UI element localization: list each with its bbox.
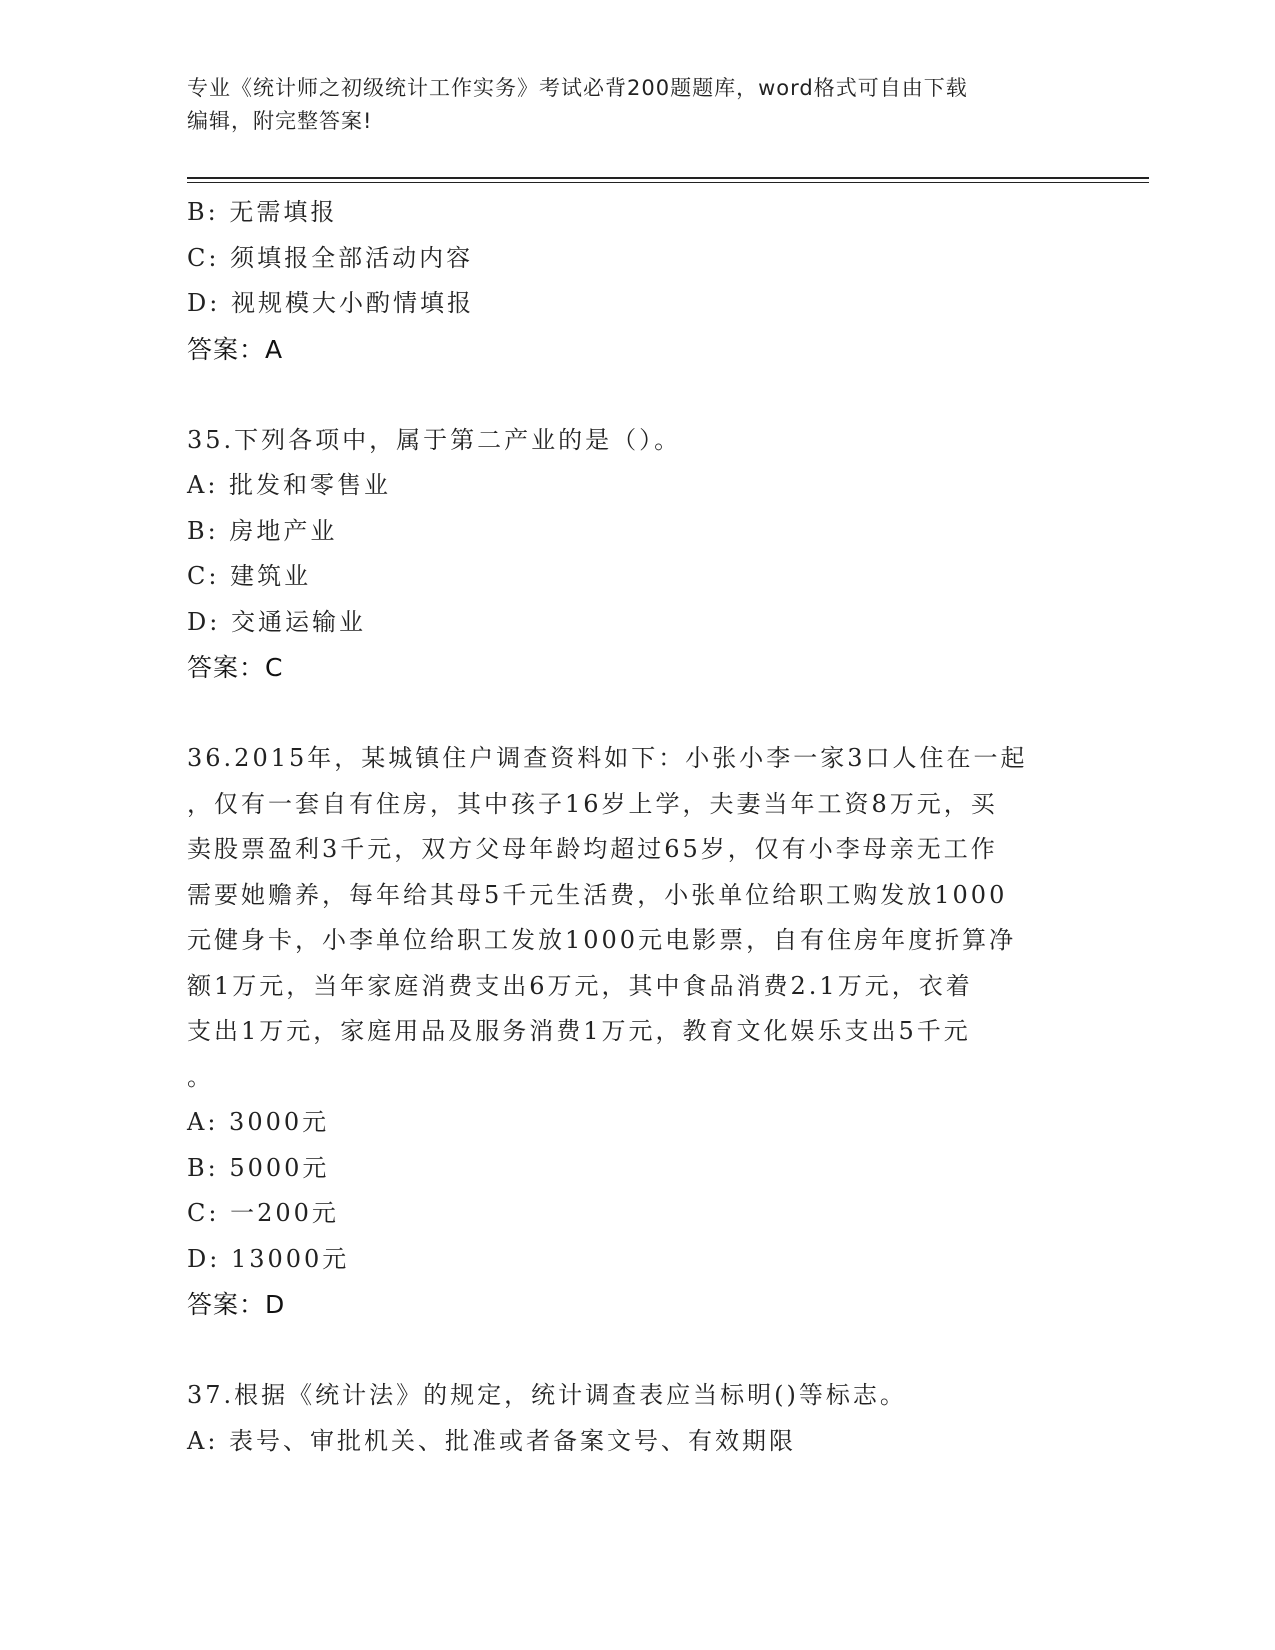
question-34-tail <box>187 190 1087 372</box>
option-a: A: 3000元 <box>187 1108 330 1136</box>
spacer <box>187 372 1087 418</box>
header-line-2: 编辑，附完整答案! <box>187 109 373 133</box>
option-a: A: 表号、审批机关、批准或者备案文号、有效期限 <box>187 1426 797 1455</box>
stem-line: 36.2015年，某城镇住户调查资料如下：小张小李一家3口人住在一起 <box>187 744 1028 772</box>
stem-line: 支出1万元，家庭用品及服务消费1万元，教育文化娱乐支出5千元 <box>187 1017 971 1045</box>
stem-line: 额1万元，当年家庭消费支出6万元，其中食品消费2.1万元，衣着 <box>187 971 973 1000</box>
stem-line: 需要她赡养，每年给其母5千元生活费，小张单位给职工购发放1000 <box>187 880 1008 909</box>
answer: 答案：A <box>187 334 284 364</box>
question-36 <box>187 736 1087 1328</box>
option-b: B: 无需填报 <box>187 198 338 226</box>
header-line-1: 专业《统计师之初级统计工作实务》考试必背200题题库，word格式可自由下载 <box>187 76 968 100</box>
document-header <box>187 72 1087 138</box>
option-c: C: 须填报全部活动内容 <box>187 243 474 272</box>
stem-line: 。 <box>187 1062 214 1091</box>
stem-line: ，仅有一套自有住房，其中孩子16岁上学，夫妻当年工资8万元，买 <box>187 789 998 818</box>
question-35 <box>187 418 1087 691</box>
spacer <box>187 1328 1087 1374</box>
option-d: D: 13000元 <box>187 1244 350 1273</box>
option-d: D: 视规模大小酌情填报 <box>187 289 474 317</box>
header-rule-thick <box>187 177 1149 179</box>
option-b: B: 5000元 <box>187 1153 330 1182</box>
option-d: D: 交通运输业 <box>187 607 366 636</box>
option-c: C: 一200元 <box>187 1199 339 1227</box>
stem-line: 元健身卡，小李单位给职工发放1000元电影票，自有住房年度折算净 <box>187 926 1017 954</box>
question-stem: 35.下列各项中，属于第二产业的是（）。 <box>187 425 682 454</box>
option-a: A: 批发和零售业 <box>187 471 392 499</box>
answer: 答案：C <box>187 653 284 682</box>
question-content <box>187 190 1087 1464</box>
header-rule-thin <box>187 182 1149 183</box>
answer: 答案：D <box>187 1290 286 1319</box>
question-37 <box>187 1373 1087 1464</box>
spacer <box>187 691 1087 737</box>
stem-line: 卖股票盈利3千元，双方父母年龄均超过65岁，仅有小李母亲无工作 <box>187 835 998 863</box>
option-b: B: 房地产业 <box>187 516 338 545</box>
question-stem <box>187 736 1087 1100</box>
option-c: C: 建筑业 <box>187 562 312 590</box>
question-stem: 37.根据《统计法》的规定，统计调查表应当标明()等标志。 <box>187 1381 907 1409</box>
